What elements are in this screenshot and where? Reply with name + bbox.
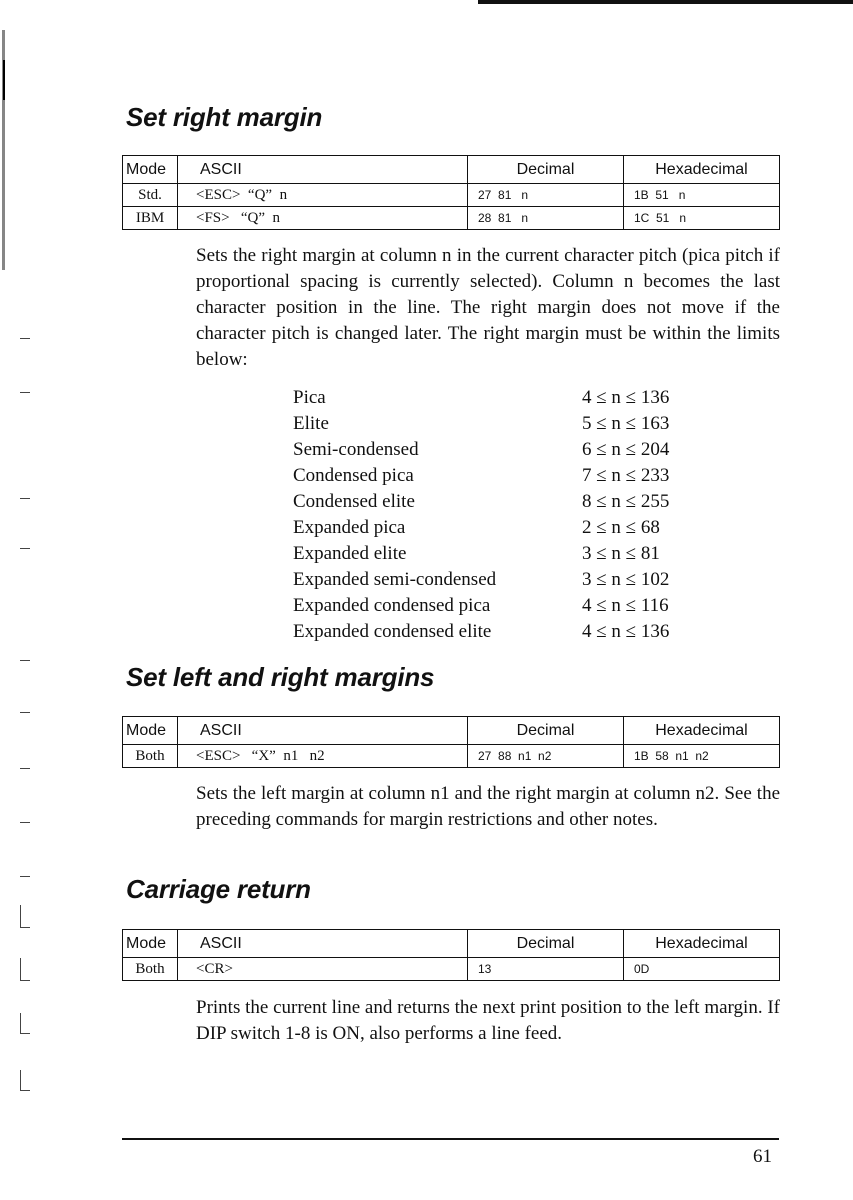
limit-pitch-name: Expanded semi-condensed — [293, 569, 497, 590]
column-header-ascii: ASCII — [178, 930, 468, 958]
column-header-hexadecimal: Hexadecimal — [624, 156, 780, 184]
ascii-cell: <ESC> “X” n1 n2 — [178, 745, 468, 768]
footer-rule — [122, 1138, 779, 1140]
ascii-cell: <CR> — [178, 958, 468, 981]
limit-range: 4 ≤ n ≤ 136 — [582, 387, 670, 408]
section-title-carriage-return: Carriage return — [126, 874, 311, 904]
binding-mark — [20, 980, 30, 981]
limit-range: 8 ≤ n ≤ 255 — [582, 491, 670, 512]
mode-cell: Both — [123, 958, 178, 981]
limit-range: 3 ≤ n ≤ 81 — [582, 543, 660, 564]
command-table-set-right-margin — [122, 155, 780, 230]
column-header-ascii: ASCII — [178, 156, 468, 184]
scan-edge — [3, 60, 5, 100]
binding-mark — [20, 905, 21, 927]
decimal-cell: 27 81 n — [468, 184, 624, 207]
hex-cell: 1C 51 n — [624, 207, 780, 230]
table-row — [123, 745, 780, 768]
ascii-cell: <FS> “Q” n — [178, 207, 468, 230]
binding-mark — [20, 660, 30, 661]
limit-range: 2 ≤ n ≤ 68 — [582, 517, 660, 538]
limit-range: 4 ≤ n ≤ 136 — [582, 621, 670, 642]
column-header-hexadecimal: Hexadecimal — [624, 930, 780, 958]
limit-pitch-name: Expanded condensed elite — [293, 621, 492, 642]
binding-mark — [20, 548, 30, 549]
binding-mark — [20, 958, 21, 980]
column-header-decimal: Decimal — [468, 156, 624, 184]
limit-pitch-name: Expanded elite — [293, 543, 407, 564]
table-header-row — [123, 156, 780, 184]
binding-mark — [20, 1070, 21, 1090]
section-description: Sets the left margin at column n1 and the right margin at column n2. See the preceding commands for margin restrictions and other notes. — [196, 783, 780, 830]
table-row — [123, 958, 780, 981]
binding-mark — [20, 498, 30, 499]
column-header-decimal: Decimal — [468, 717, 624, 745]
command-table-carriage-return — [122, 929, 780, 981]
decimal-cell: 13 — [468, 958, 624, 981]
limit-range: 4 ≤ n ≤ 116 — [582, 595, 669, 616]
section-description: Sets the right margin at column n in the current character pitch (pica pitch if proportional spacing is currently selected). Column n becomes the last character position in the line. The right margin does not move if the character pitch is changed later. The right margin must be within the limits below: — [196, 245, 780, 370]
column-header-mode: Mode — [123, 717, 178, 745]
limit-range: 7 ≤ n ≤ 233 — [582, 465, 670, 486]
table-header-row — [123, 930, 780, 958]
table-row — [123, 207, 780, 230]
binding-mark — [20, 876, 30, 877]
section-title-set-right-margin: Set right margin — [126, 102, 323, 132]
limit-pitch-name: Condensed elite — [293, 491, 415, 512]
binding-mark — [20, 1090, 30, 1091]
mode-cell: IBM — [123, 207, 178, 230]
hex-cell: 1B 58 n1 n2 — [624, 745, 780, 768]
limit-pitch-name: Expanded condensed pica — [293, 595, 491, 616]
table-header-row — [123, 717, 780, 745]
binding-mark — [20, 338, 30, 339]
section-description: Prints the current line and returns the next print position to the left margin. If DIP switch 1-8 is ON, also performs a line feed. — [196, 997, 780, 1044]
mode-cell: Std. — [123, 184, 178, 207]
decimal-cell: 27 88 n1 n2 — [468, 745, 624, 768]
limit-pitch-name: Elite — [293, 413, 329, 434]
hex-cell: 1B 51 n — [624, 184, 780, 207]
limit-range: 3 ≤ n ≤ 102 — [582, 569, 670, 590]
binding-mark — [20, 1033, 30, 1034]
limit-pitch-name: Condensed pica — [293, 465, 414, 486]
binding-mark — [20, 392, 30, 393]
table-row — [123, 184, 780, 207]
binding-mark — [20, 822, 30, 823]
binding-mark — [20, 768, 30, 769]
decimal-cell: 28 81 n — [468, 207, 624, 230]
mode-cell: Both — [123, 745, 178, 768]
binding-mark — [20, 927, 30, 928]
binding-mark — [20, 712, 30, 713]
command-table-set-left-and-right-margins — [122, 716, 780, 768]
column-header-decimal: Decimal — [468, 930, 624, 958]
limit-pitch-name: Semi-condensed — [293, 439, 419, 460]
limit-range: 6 ≤ n ≤ 204 — [582, 439, 670, 460]
page-number: 61 — [753, 1146, 772, 1167]
hex-cell: 0D — [624, 958, 780, 981]
ascii-cell: <ESC> “Q” n — [178, 184, 468, 207]
binding-mark — [20, 1013, 21, 1033]
column-header-mode: Mode — [123, 930, 178, 958]
column-header-ascii: ASCII — [178, 717, 468, 745]
column-header-hexadecimal: Hexadecimal — [624, 717, 780, 745]
section-title-set-left-and-right-margins: Set left and right margins — [126, 662, 435, 692]
top-rule — [478, 0, 853, 4]
column-header-mode: Mode — [123, 156, 178, 184]
limit-range: 5 ≤ n ≤ 163 — [582, 413, 670, 434]
limit-pitch-name: Pica — [293, 387, 326, 408]
limit-pitch-name: Expanded pica — [293, 517, 406, 538]
